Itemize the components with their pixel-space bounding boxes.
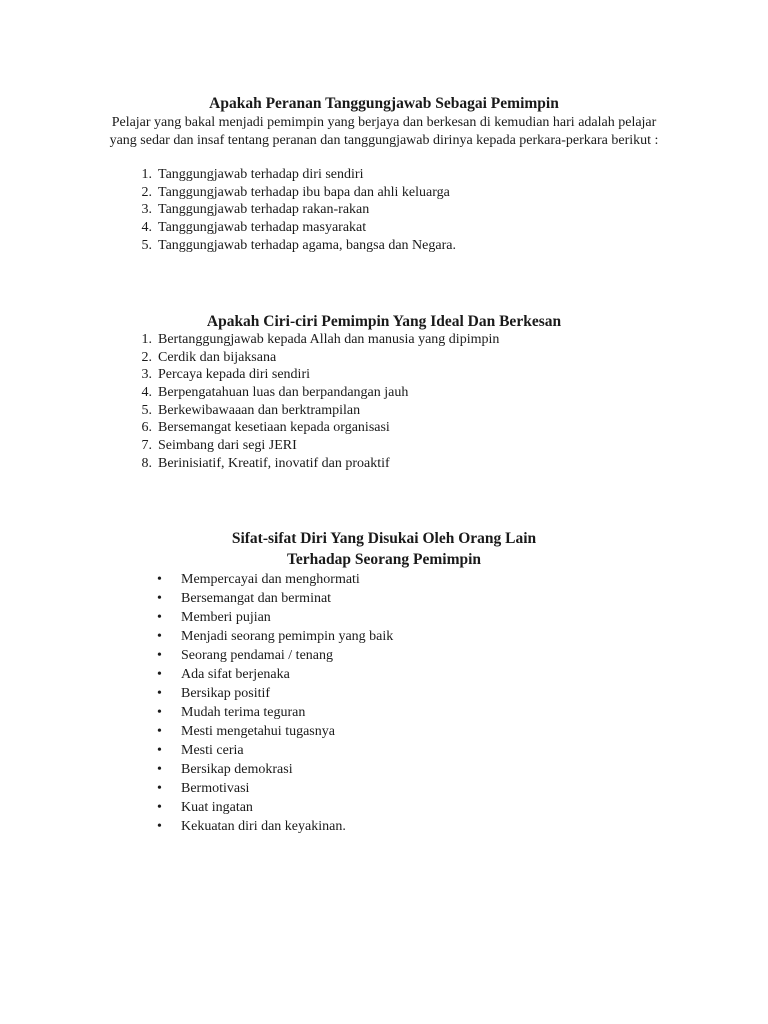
list-item xyxy=(141,219,456,237)
bullet-item: • Kekuatan diri dan keyakinan. xyxy=(181,817,393,836)
list-number: 5. xyxy=(141,402,152,418)
list-item xyxy=(141,184,456,202)
bullet-item: • Bersikap demokrasi xyxy=(181,760,393,779)
section-title-sifat-line1: Sifat-sifat Diri Yang Disukai Oleh Orang Lain xyxy=(231,530,537,547)
list-item-text: Berpengatahuan luas dan berpandangan jauh xyxy=(158,385,409,401)
list-number: 3. xyxy=(141,367,152,383)
section-title-ciri-ciri: Apakah Ciri-ciri Pemimpin Yang Ideal Dan Berkesan xyxy=(206,313,562,330)
sifat-bullet-list xyxy=(181,570,393,836)
list-item xyxy=(141,437,499,455)
list-item xyxy=(141,384,499,402)
bullet-item: • Seorang pendamai / tenang xyxy=(181,646,393,665)
list-item-text: Cerdik dan bijaksana xyxy=(158,349,277,365)
list-item xyxy=(141,331,500,349)
bullet-item: • Bersemangat dan berminat xyxy=(181,589,393,608)
bullet-item: • Mempercayai dan menghormati xyxy=(181,570,393,589)
list-item-text: Percaya kepada diri sendiri xyxy=(158,367,310,383)
list-item-text: Tanggungjawab terhadap ibu bapa dan ahli keluarga xyxy=(158,184,450,200)
section-title-sifat-line2: Terhadap Seorang Pemimpin xyxy=(286,551,482,568)
list-item-text: Seimbang dari segi JERI xyxy=(158,438,297,454)
section-intro-paragraph: Pelajar yang bakal menjadi pemimpin yang berjaya dan berkesan di kemudian hari adalah pelajar yang sedar dan insaf tentang peranan dan tanggungjawab dirinya kepada perkara-perkara berikut : xyxy=(109,115,659,148)
list-item xyxy=(141,237,456,255)
list-number: 1. xyxy=(141,167,152,182)
bullet-item: • Mudah terima teguran xyxy=(181,703,393,722)
bullet-item: • Kuat ingatan xyxy=(181,798,393,817)
list-item-text: Bertanggungjawab kepada Allah dan manusia yang dipimpin xyxy=(158,332,500,347)
list-item-text: Tanggungjawab terhadap masyarakat xyxy=(158,220,367,236)
list-item xyxy=(141,349,499,367)
list-number: 3. xyxy=(141,202,152,218)
list-number: 2. xyxy=(141,349,152,365)
list-item-text: Tanggungjawab terhadap diri sendiri xyxy=(158,167,364,182)
list-item-text: Berkewibawaaan dan berktrampilan xyxy=(158,402,361,418)
list-number: 8. xyxy=(141,455,152,471)
list-item xyxy=(141,366,499,384)
bullet-item: • Mesti ceria xyxy=(181,741,393,760)
bullet-item: • Ada sifat berjenaka xyxy=(181,665,393,684)
list-number: 2. xyxy=(141,184,152,200)
list-item-text: Tanggungjawab terhadap rakan-rakan xyxy=(158,202,370,218)
bullet-item: • Bermotivasi xyxy=(181,779,393,798)
list-item xyxy=(141,166,456,184)
list-item-text: Tanggungjawab terhadap agama, bangsa dan Negara. xyxy=(158,237,456,253)
list-number: 5. xyxy=(141,237,152,253)
tanggungjawab-numbered-list xyxy=(141,166,456,254)
list-item xyxy=(141,201,456,219)
bullet-item: • Memberi pujian xyxy=(181,608,393,627)
list-number: 4. xyxy=(141,220,152,236)
list-number: 7. xyxy=(141,438,152,454)
list-number: 6. xyxy=(141,420,152,436)
list-item-text: Bersemangat kesetiaan kepada organisasi xyxy=(158,420,390,436)
bullet-item: • Bersikap positif xyxy=(181,684,393,703)
ciri-ciri-numbered-list xyxy=(141,331,500,473)
list-number: 1. xyxy=(141,332,152,347)
list-item xyxy=(141,402,499,420)
bullet-item: • Menjadi seorang pemimpin yang baik xyxy=(181,627,393,646)
bullet-item: • Mesti mengetahui tugasnya xyxy=(181,722,393,741)
section-title-tanggungjawab: Apakah Peranan Tanggungjawab Sebagai Pemimpin xyxy=(209,95,559,112)
list-item xyxy=(141,419,499,437)
list-item-text: Berinisiatif, Kreatif, inovatif dan proaktif xyxy=(158,455,390,471)
list-number: 4. xyxy=(141,385,152,401)
list-item xyxy=(141,455,499,473)
